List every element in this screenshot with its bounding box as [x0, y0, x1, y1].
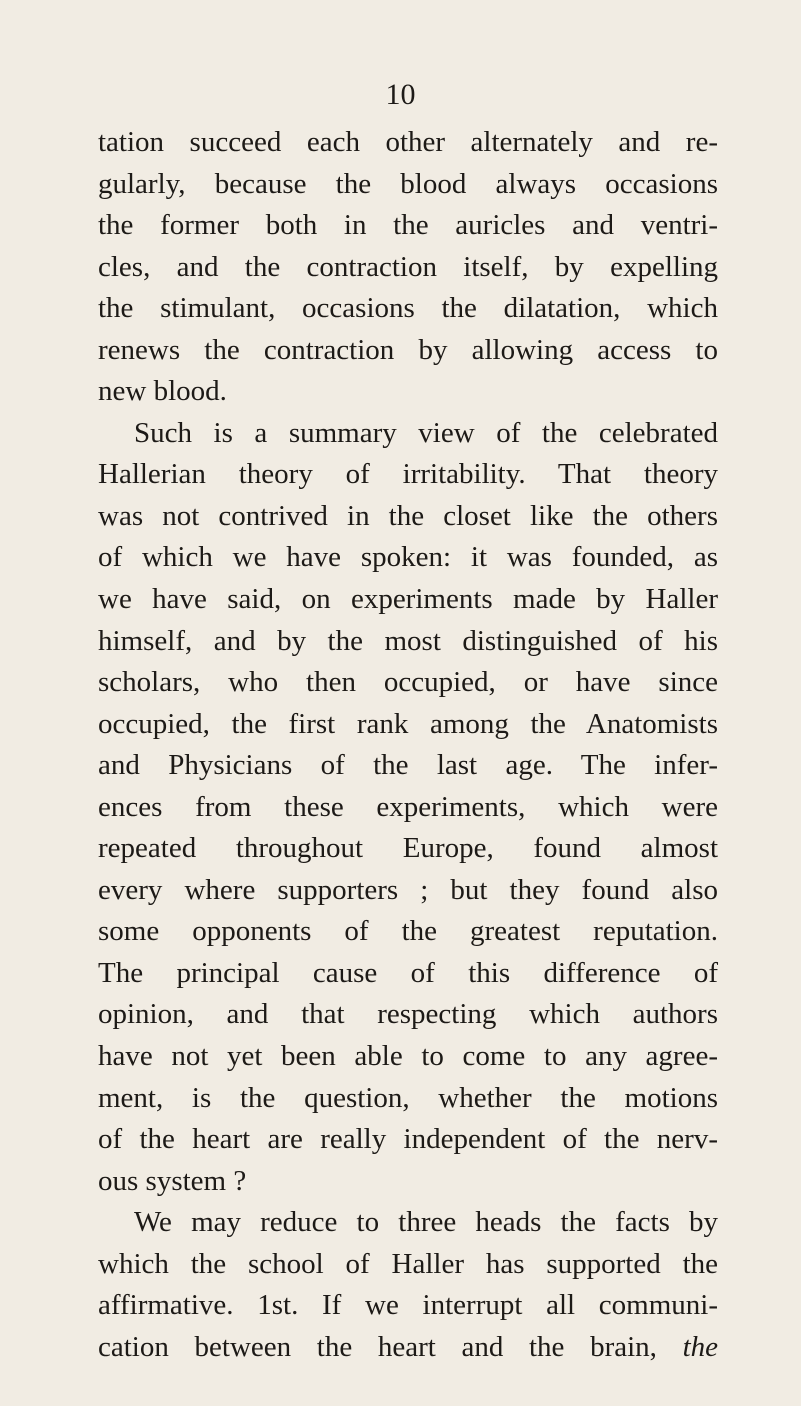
text-line: The principal cause of this difference of [98, 956, 718, 989]
paragraph-end-line: ous system ? [98, 1164, 247, 1197]
text-line: have not yet been able to come to any agree- [98, 1040, 718, 1073]
text-line: and Physicians of the last age. The infer- [98, 749, 718, 782]
final-line [98, 1327, 718, 1369]
text-line: tation succeed each other alternately and re- [98, 126, 718, 158]
text-line: every where supporters ; but they found also [98, 873, 718, 906]
text-line: of the heart are really independent of the nerv- [98, 1123, 718, 1156]
text-line: cles, and the contraction itself, by expelling [98, 250, 718, 283]
text-line: repeated throughout Europe, found almost [98, 832, 718, 865]
text-line: opinion, and that respecting which authors [98, 998, 718, 1031]
text-line: himself, and by the most distinguished of his [98, 624, 718, 657]
final-line-text: cation between the heart and the brain, [98, 1330, 657, 1363]
text-line: affirmative. 1st. If we interrupt all communi- [98, 1289, 718, 1322]
paragraph-start-line: We may reduce to three heads the facts by [134, 1206, 718, 1239]
text-line: ment, is the question, whether the motions [98, 1081, 718, 1114]
text-line: renews the contraction by allowing access to [98, 333, 718, 366]
text-line: the stimulant, occasions the dilatation, which [98, 292, 718, 325]
paragraph-start-line: Such is a summary view of the celebrated [134, 416, 718, 449]
text-line: was not contrived in the closet like the others [98, 499, 718, 532]
text-line: scholars, who then occupied, or have since [98, 666, 718, 699]
text-line: Hallerian theory of irritability. That theory [98, 458, 718, 491]
text-line: the former both in the auricles and ventri- [98, 209, 718, 242]
text-line: we have said, on experiments made by Haller [98, 583, 718, 616]
text-line: ences from these experiments, which were [98, 790, 718, 823]
text-line: occupied, the first rank among the Anatomists [98, 707, 718, 740]
italic-catchword: the [682, 1330, 718, 1363]
text-line: gularly, because the blood always occasions [98, 167, 718, 200]
text-line: some opponents of the greatest reputation. [98, 915, 718, 948]
text-line: of which we have spoken: it was founded, as [98, 541, 718, 574]
text-line: which the school of Haller has supported the [98, 1247, 718, 1280]
paragraph-end-line: new blood. [98, 375, 227, 408]
page-number: 10 [385, 78, 416, 111]
body-text [98, 122, 718, 1368]
